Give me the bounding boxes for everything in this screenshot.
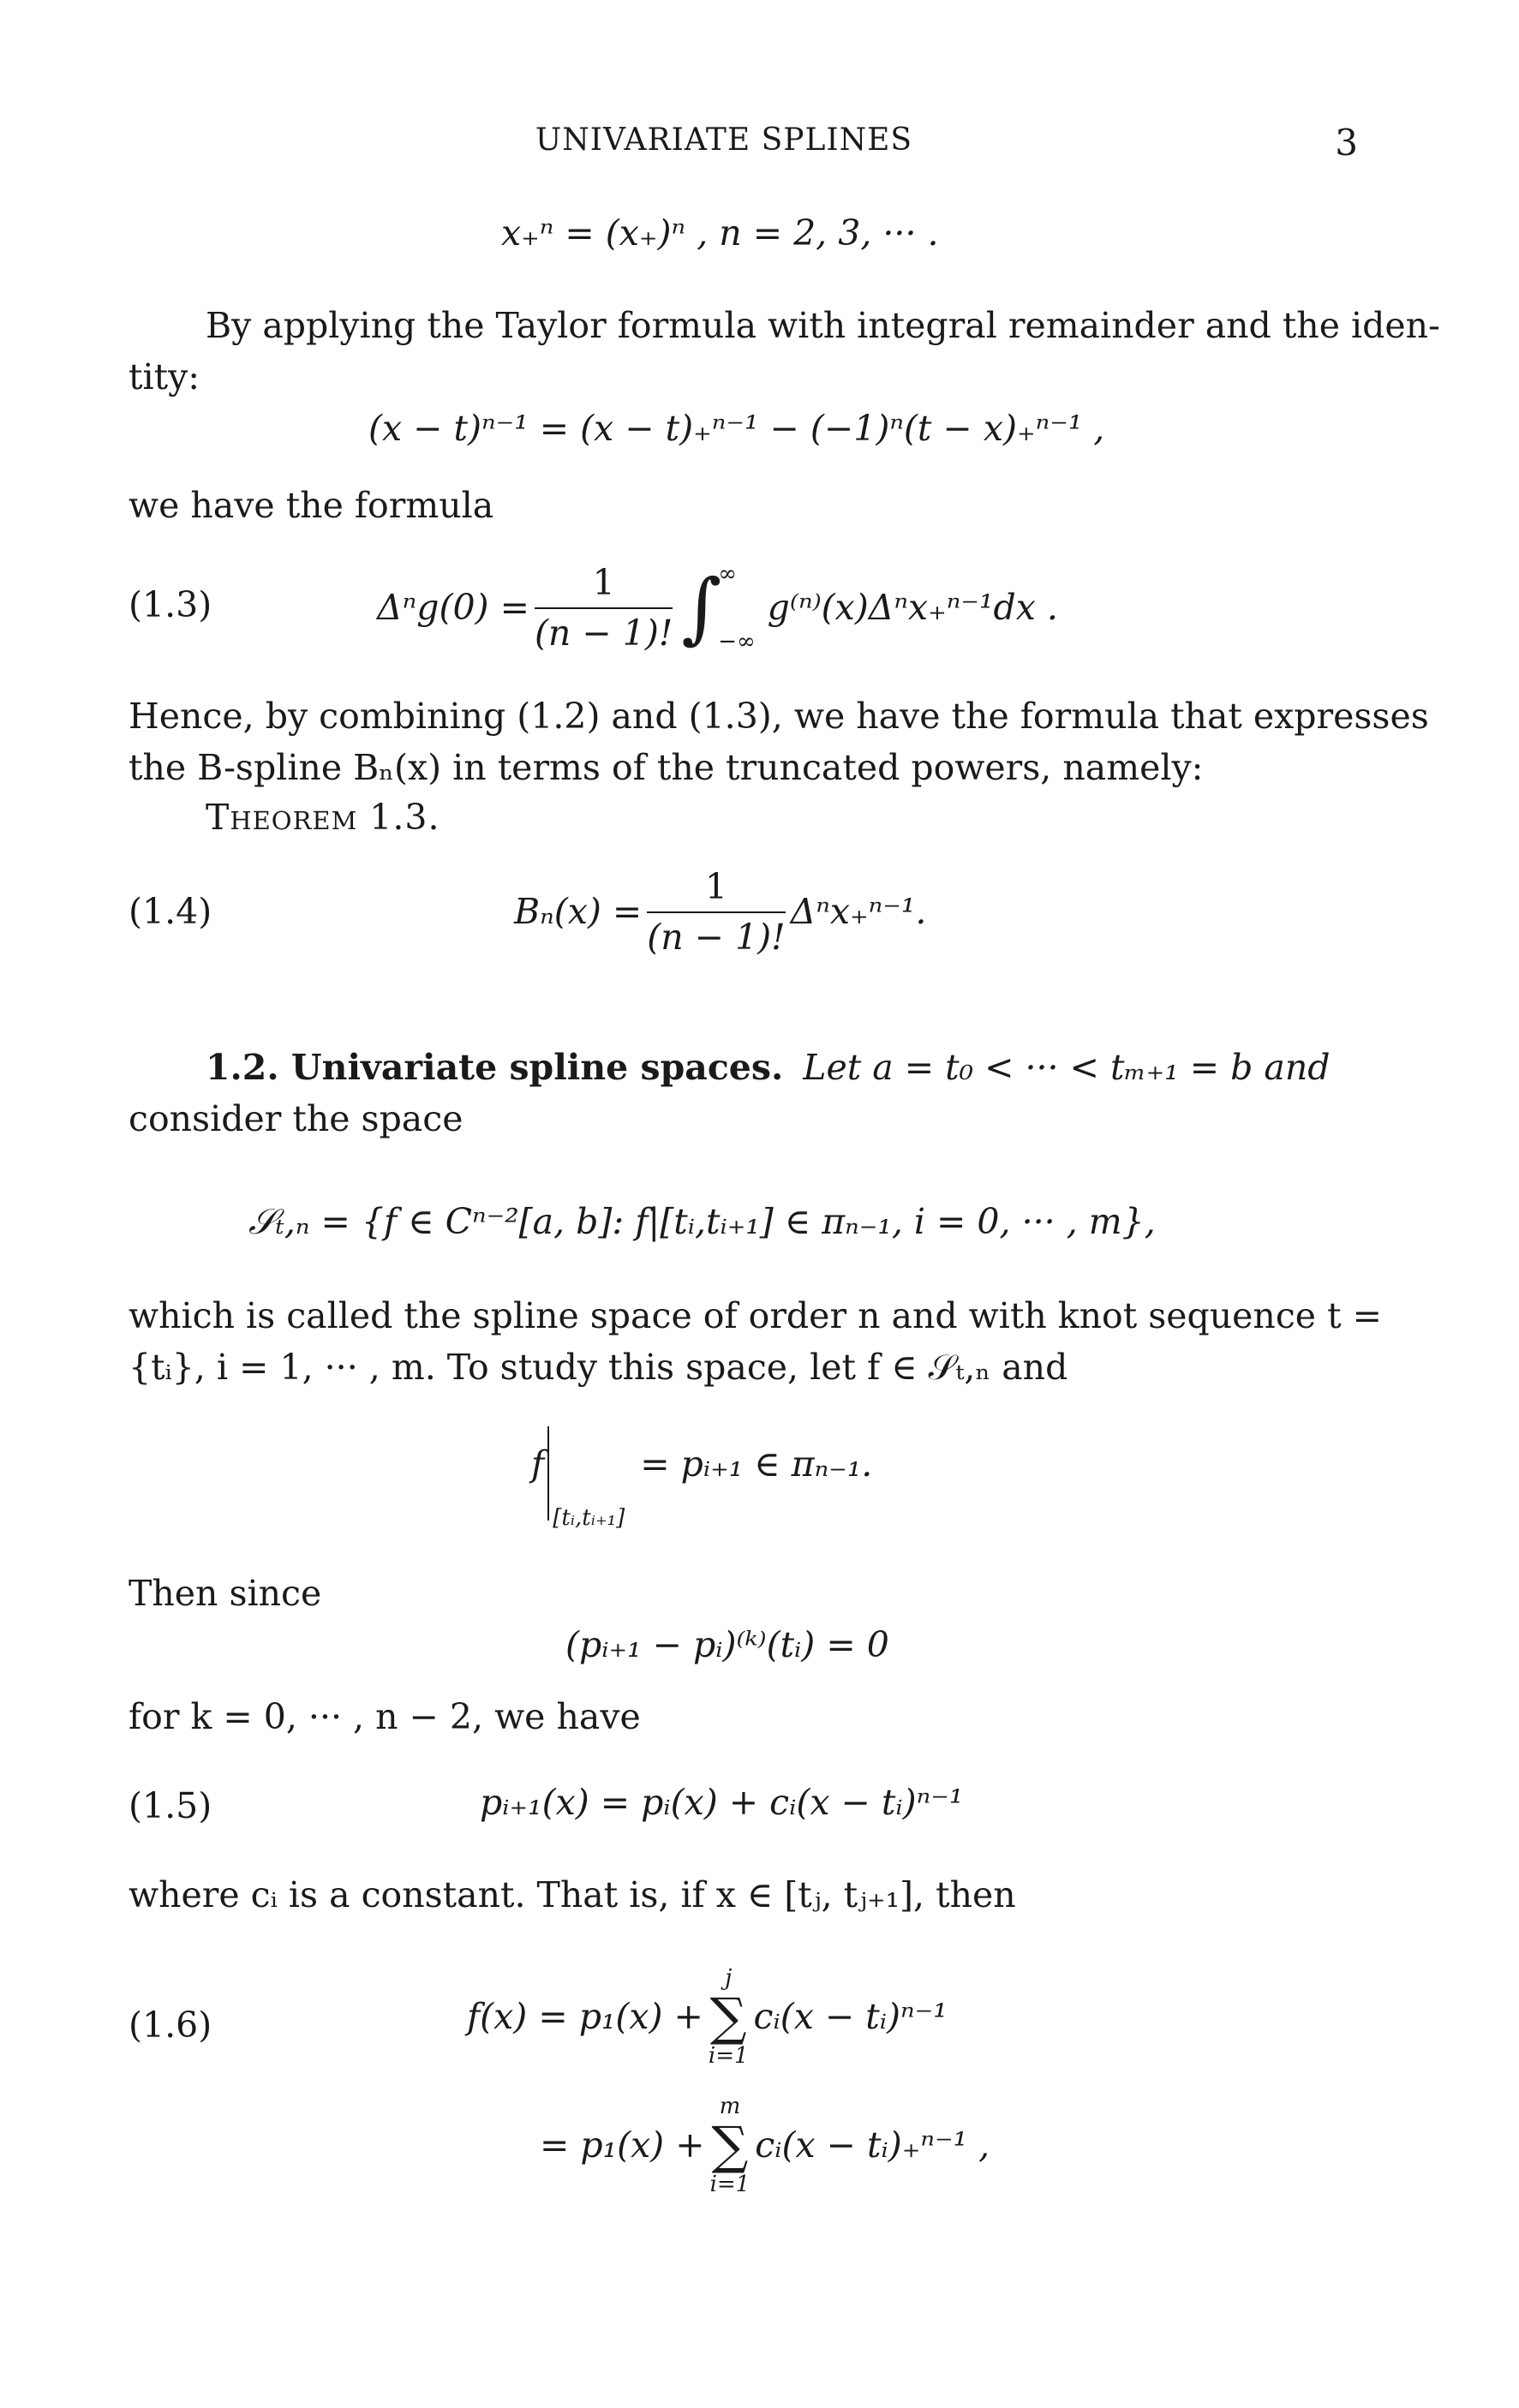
- paragraph-where-c: where cᵢ is a constant. That is, if x ∈ [tⱼ, tⱼ₊₁], then: [129, 1874, 1016, 1915]
- paragraph-taylor-line1: By applying the Taylor formula with integral remainder and the iden-: [206, 305, 1440, 346]
- theorem-label: Theorem 1.3.: [206, 797, 440, 838]
- eq13-lhs: Δⁿg(0) =: [377, 587, 529, 629]
- eq16-sum2-upper: m: [719, 2093, 741, 2119]
- eq13-integral: [681, 561, 755, 655]
- equation-1-4: [514, 857, 926, 968]
- equation-spline-space: 𝒮ₜ,ₙ = {f ∈ Cⁿ⁻²[a, b]: f|[tᵢ,tᵢ₊₁] ∈ πₙ₋₁, i = 0, ··· , m},: [248, 1201, 1156, 1242]
- equation-restriction: [531, 1426, 872, 1532]
- equation-number-1-5: (1.5): [129, 1785, 212, 1826]
- eq13-frac-num: 1: [535, 562, 673, 609]
- equation-number-1-6: (1.6): [129, 2005, 212, 2046]
- eq14-rhs: Δⁿx₊ⁿ⁻¹.: [790, 891, 927, 933]
- paragraph-we-have-formula: we have the formula: [129, 485, 494, 526]
- eq16-sum2-lower: i=1: [709, 2172, 751, 2197]
- eq14-frac-num: 1: [647, 866, 785, 913]
- paragraph-hence-line1: Hence, by combining (1.2) and (1.3), we have the formula that expresses: [129, 696, 1429, 737]
- section-heading-rest: Let a = t₀ < ··· < tₘ₊₁ = b and: [803, 1047, 1331, 1088]
- equation-1-5: pᵢ₊₁(x) = pᵢ(x) + cᵢ(x − tᵢ)ⁿ⁻¹: [480, 1782, 964, 1823]
- eq13-upper-limit: ∞: [718, 561, 737, 587]
- integral-sign: ∫: [681, 563, 722, 653]
- summation-sign: ∑: [709, 1987, 747, 2047]
- section-heading-line: [206, 1047, 1331, 1089]
- eq14-fraction: [647, 866, 785, 959]
- equation-derivative: (pᵢ₊₁ − pᵢ)⁽ᵏ⁾(tᵢ) = 0: [565, 1624, 889, 1665]
- eq14-frac-den: (n − 1)!: [647, 917, 786, 958]
- summation-sign: ∑: [711, 2116, 749, 2176]
- equation-truncated-power: x₊ⁿ = (x₊)ⁿ , n = 2, 3, ··· .: [501, 212, 939, 254]
- section-heading: 1.2. Univariate spline spaces.: [206, 1047, 784, 1088]
- eq16-line1-rhs: cᵢ(x − tᵢ)ⁿ⁻¹: [753, 1996, 948, 2038]
- paragraph-then-since: Then since: [129, 1573, 322, 1614]
- eq-restrict-rhs: = pᵢ₊₁ ∈ πₙ₋₁.: [640, 1443, 873, 1485]
- eq16-line2-rhs: cᵢ(x − tᵢ)₊ⁿ⁻¹ ,: [755, 2124, 990, 2166]
- eq16-line2-lhs: = p₁(x) +: [540, 2124, 705, 2166]
- page-number: 3: [1335, 122, 1358, 164]
- eq16-sum1-upper: j: [725, 1964, 733, 1991]
- eq13-integral-limits: [718, 561, 755, 655]
- paragraph-taylor-line2: tity:: [129, 356, 200, 397]
- equation-number-1-3: (1.3): [129, 584, 212, 625]
- equation-1-6-line1: [467, 1953, 948, 2082]
- eq16-sum1-lower: i=1: [708, 2043, 749, 2069]
- equation-number-1-4: (1.4): [129, 891, 212, 932]
- eq-restrict-f: f: [531, 1443, 545, 1485]
- paragraph-spline-space-line1: which is called the spline space of order n and with knot sequence t =: [129, 1295, 1382, 1336]
- eq13-fraction: [535, 562, 673, 654]
- paragraph-consider-space: consider the space: [129, 1098, 463, 1139]
- paragraph-hence-line2: the B-spline Bₙ(x) in terms of the truncated powers, namely:: [129, 747, 1204, 788]
- paragraph-for-k: for k = 0, ··· , n − 2, we have: [129, 1696, 641, 1737]
- eq13-lower-limit: −∞: [718, 628, 756, 654]
- eq13-rhs: g⁽ⁿ⁾(x)Δⁿx₊ⁿ⁻¹dx .: [767, 587, 1058, 629]
- equation-identity: (x − t)ⁿ⁻¹ = (x − t)₊ⁿ⁻¹ − (−1)ⁿ(t − x)₊ⁿ⁻¹ ,: [368, 408, 1105, 449]
- eq14-lhs: Bₙ(x) =: [514, 891, 643, 933]
- equation-1-6-line2: [540, 2082, 990, 2210]
- paragraph-spline-space-line2: {tᵢ}, i = 1, ··· , m. To study this space, let f ∈ 𝒮ₜ,ₙ and: [129, 1347, 1068, 1388]
- eq-restrict-sub: [tᵢ,tᵢ₊₁]: [553, 1505, 625, 1531]
- equation-1-3: [377, 548, 1058, 668]
- eq16-line1-lhs: f(x) = p₁(x) +: [467, 1996, 703, 2038]
- eq16-sum1: [709, 1965, 749, 2070]
- eq16-sum2: [710, 2094, 751, 2198]
- restriction-bar: [547, 1426, 549, 1521]
- running-header-title: UNIVARIATE SPLINES: [535, 122, 913, 158]
- eq13-frac-den: (n − 1)!: [534, 612, 673, 654]
